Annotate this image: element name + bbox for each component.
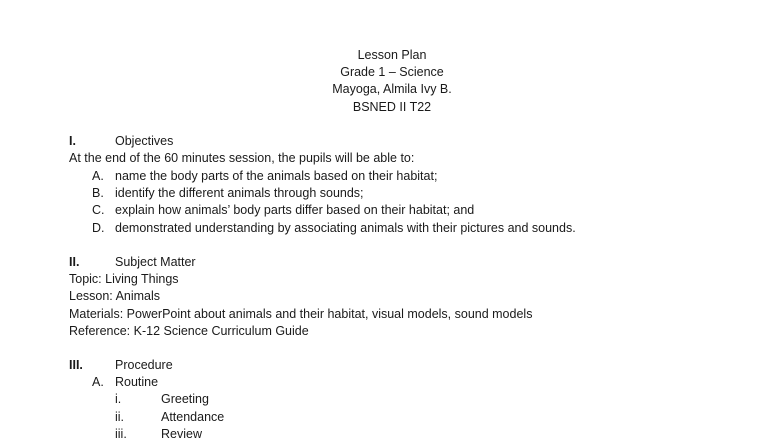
objective-letter: A. xyxy=(92,169,104,183)
procedure-step-text: Attendance xyxy=(161,410,225,424)
procedure-step-text: Review xyxy=(161,427,202,441)
subject-topic: Topic: Living Things xyxy=(69,272,179,286)
objective-text: explain how animals’ body parts differ based on their habitat; and xyxy=(115,203,475,217)
procedure-sub-letter: A. xyxy=(92,375,104,389)
section-heading-subject-matter: Subject Matter xyxy=(115,255,196,269)
section-numeral: III. xyxy=(69,358,83,372)
procedure-step-numeral: iii. xyxy=(115,427,127,441)
objective-letter: C. xyxy=(92,203,105,217)
section-heading-objectives: Objectives xyxy=(115,134,174,148)
procedure-sub-text: Routine xyxy=(115,375,159,389)
objective-letter: D. xyxy=(92,221,105,235)
section-numeral: I. xyxy=(69,134,76,148)
subject-lesson: Lesson: Animals xyxy=(69,289,161,303)
objective-text: identify the different animals through sounds; xyxy=(115,186,364,200)
subject-materials: Materials: PowerPoint about animals and their habitat, visual models, sound models xyxy=(69,307,533,321)
doc-subject: Grade 1 – Science xyxy=(340,65,444,79)
doc-title: Lesson Plan xyxy=(357,48,427,62)
objective-text: name the body parts of the animals based on their habitat; xyxy=(115,169,438,183)
objectives-intro: At the end of the 60 minutes session, the pupils will be able to: xyxy=(69,151,415,165)
objective-text: demonstrated understanding by associating animals with their pictures and sounds. xyxy=(115,221,576,235)
doc-author: Mayoga, Almila Ivy B. xyxy=(332,82,452,96)
subject-reference: Reference: K-12 Science Curriculum Guide xyxy=(69,324,309,338)
procedure-step-numeral: i. xyxy=(115,392,122,406)
objective-letter: B. xyxy=(92,186,104,200)
doc-course: BSNED II T22 xyxy=(352,100,432,114)
section-heading-procedure: Procedure xyxy=(115,358,173,372)
procedure-step-numeral: ii. xyxy=(115,410,125,424)
section-numeral: II. xyxy=(69,255,80,269)
procedure-step-text: Greeting xyxy=(161,392,209,406)
